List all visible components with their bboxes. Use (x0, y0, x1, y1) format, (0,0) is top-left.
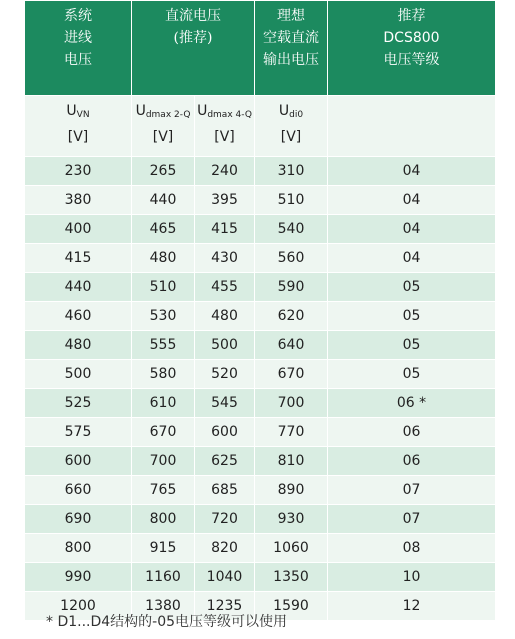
cell-udmax-2q: 510 (132, 273, 195, 302)
cell-udmax-4q: 455 (195, 273, 255, 302)
table-row (25, 215, 496, 244)
header-line: 电压等级 (383, 52, 440, 68)
cell-voltage-class: 04 (328, 244, 496, 273)
cell-udmax-2q: 265 (132, 157, 195, 186)
cell-udi0: 890 (255, 476, 328, 505)
cell-supply-voltage: 575 (25, 418, 132, 447)
table-row (25, 273, 496, 302)
cell-voltage-class: 05 (328, 273, 496, 302)
table-row (25, 157, 496, 186)
cell-supply-voltage: 990 (25, 563, 132, 592)
cell-voltage-class: 04 (328, 215, 496, 244)
header-line: 电压 (64, 52, 92, 68)
cell-udi0: 770 (255, 418, 328, 447)
cell-voltage-class: 06 (328, 418, 496, 447)
cell-udi0: 640 (255, 331, 328, 360)
cell-udmax-4q: 625 (195, 447, 255, 476)
table-row (25, 244, 496, 273)
table-row (25, 505, 496, 534)
table-row (25, 418, 496, 447)
cell-supply-voltage: 480 (25, 331, 132, 360)
cell-udmax-4q: 430 (195, 244, 255, 273)
unit-d4q (195, 96, 255, 157)
cell-supply-voltage: 415 (25, 244, 132, 273)
cell-voltage-class: 07 (328, 505, 496, 534)
cell-supply-voltage: 660 (25, 476, 132, 505)
unit-label: [V] (280, 129, 302, 145)
cell-voltage-class: 12 (328, 592, 496, 621)
cell-udi0: 560 (255, 244, 328, 273)
cell-udmax-2q: 1160 (132, 563, 195, 592)
cell-supply-voltage: 460 (25, 302, 132, 331)
cell-udi0: 310 (255, 157, 328, 186)
voltage-table (24, 0, 496, 621)
cell-udmax-4q: 600 (195, 418, 255, 447)
cell-udi0: 810 (255, 447, 328, 476)
unit-vn (25, 96, 132, 157)
table-row (25, 534, 496, 563)
cell-udi0: 670 (255, 360, 328, 389)
cell-supply-voltage: 440 (25, 273, 132, 302)
cell-voltage-class: 07 (328, 476, 496, 505)
cell-udmax-4q: 520 (195, 360, 255, 389)
cell-udmax-2q: 480 (132, 244, 195, 273)
cell-udmax-4q: 415 (195, 215, 255, 244)
cell-udmax-2q: 670 (132, 418, 195, 447)
header-ideal-voltage (255, 1, 328, 96)
unit-d2q (132, 96, 195, 157)
cell-udi0: 1590 (255, 592, 328, 621)
unit-di0 (255, 96, 328, 157)
cell-voltage-class: 05 (328, 360, 496, 389)
cell-udmax-4q: 480 (195, 302, 255, 331)
header-line: 直流电压 (165, 8, 221, 24)
header-line: 推荐 (397, 8, 426, 24)
cell-udmax-2q: 440 (132, 186, 195, 215)
cell-udi0: 590 (255, 273, 328, 302)
symbol: $U_{VN}$ (66, 103, 90, 120)
cell-udmax-2q: 465 (132, 215, 195, 244)
table-row (25, 476, 496, 505)
cell-udmax-2q: 610 (132, 389, 195, 418)
header-supply-voltage (25, 1, 132, 96)
cell-udmax-2q: 1380 (132, 592, 195, 621)
table-row (25, 447, 496, 476)
cell-udi0: 930 (255, 505, 328, 534)
header-voltage-class (328, 1, 496, 96)
cell-supply-voltage: 690 (25, 505, 132, 534)
table-row (25, 360, 496, 389)
cell-udmax-4q: 720 (195, 505, 255, 534)
unit-label: [V] (152, 129, 174, 145)
cell-supply-voltage: 600 (25, 447, 132, 476)
cell-udmax-2q: 530 (132, 302, 195, 331)
units-row (25, 96, 496, 157)
table-row (25, 186, 496, 215)
cell-voltage-class: 06 (328, 447, 496, 476)
cell-voltage-class: 06 * (328, 389, 496, 418)
unit-empty (328, 96, 496, 157)
table-row (25, 331, 496, 360)
cell-udmax-4q: 685 (195, 476, 255, 505)
cell-supply-voltage: 500 (25, 360, 132, 389)
cell-supply-voltage: 380 (25, 186, 132, 215)
cell-voltage-class: 10 (328, 563, 496, 592)
cell-udi0: 510 (255, 186, 328, 215)
cell-supply-voltage: 230 (25, 157, 132, 186)
symbol: $U_{di0}$ (278, 103, 304, 120)
cell-voltage-class: 05 (328, 331, 496, 360)
header-line: 进线 (64, 30, 92, 46)
cell-udi0: 700 (255, 389, 328, 418)
header-line: (推荐) (173, 30, 213, 46)
cell-udi0: 1350 (255, 563, 328, 592)
cell-udi0: 1060 (255, 534, 328, 563)
symbol: $U_{dmax 2-Q}$ (135, 103, 191, 120)
cell-udmax-2q: 555 (132, 331, 195, 360)
footnote: * D1...D4结构的-05电压等级可以使用 (46, 614, 288, 630)
cell-supply-voltage: 1200 (25, 592, 132, 621)
header-line: DCS800 (383, 30, 440, 46)
cell-udmax-2q: 580 (132, 360, 195, 389)
cell-udmax-4q: 545 (195, 389, 255, 418)
cell-voltage-class: 04 (328, 186, 496, 215)
cell-udmax-2q: 800 (132, 505, 195, 534)
unit-label: [V] (67, 129, 89, 145)
cell-voltage-class: 04 (328, 157, 496, 186)
cell-voltage-class: 08 (328, 534, 496, 563)
table-row (25, 302, 496, 331)
cell-udmax-4q: 500 (195, 331, 255, 360)
cell-udi0: 620 (255, 302, 328, 331)
cell-udmax-4q: 395 (195, 186, 255, 215)
header-line: 空载直流 (263, 30, 319, 46)
cell-udmax-4q: 1235 (195, 592, 255, 621)
unit-label: [V] (214, 129, 235, 145)
table-row (25, 563, 496, 592)
header-line: 输出电压 (263, 52, 319, 68)
cell-voltage-class: 05 (328, 302, 496, 331)
symbol: $U_{dmax 4-Q}$ (197, 103, 252, 120)
header-line: 理想 (277, 8, 305, 24)
table-row (25, 389, 496, 418)
cell-supply-voltage: 400 (25, 215, 132, 244)
header-dc-voltage (132, 1, 255, 96)
cell-udmax-4q: 820 (195, 534, 255, 563)
cell-udmax-2q: 765 (132, 476, 195, 505)
cell-supply-voltage: 525 (25, 389, 132, 418)
cell-udi0: 540 (255, 215, 328, 244)
cell-udmax-2q: 915 (132, 534, 195, 563)
cell-udmax-2q: 700 (132, 447, 195, 476)
cell-supply-voltage: 800 (25, 534, 132, 563)
header-line: 系统 (64, 8, 92, 24)
header-row (25, 1, 496, 96)
cell-udmax-4q: 1040 (195, 563, 255, 592)
cell-udmax-4q: 240 (195, 157, 255, 186)
